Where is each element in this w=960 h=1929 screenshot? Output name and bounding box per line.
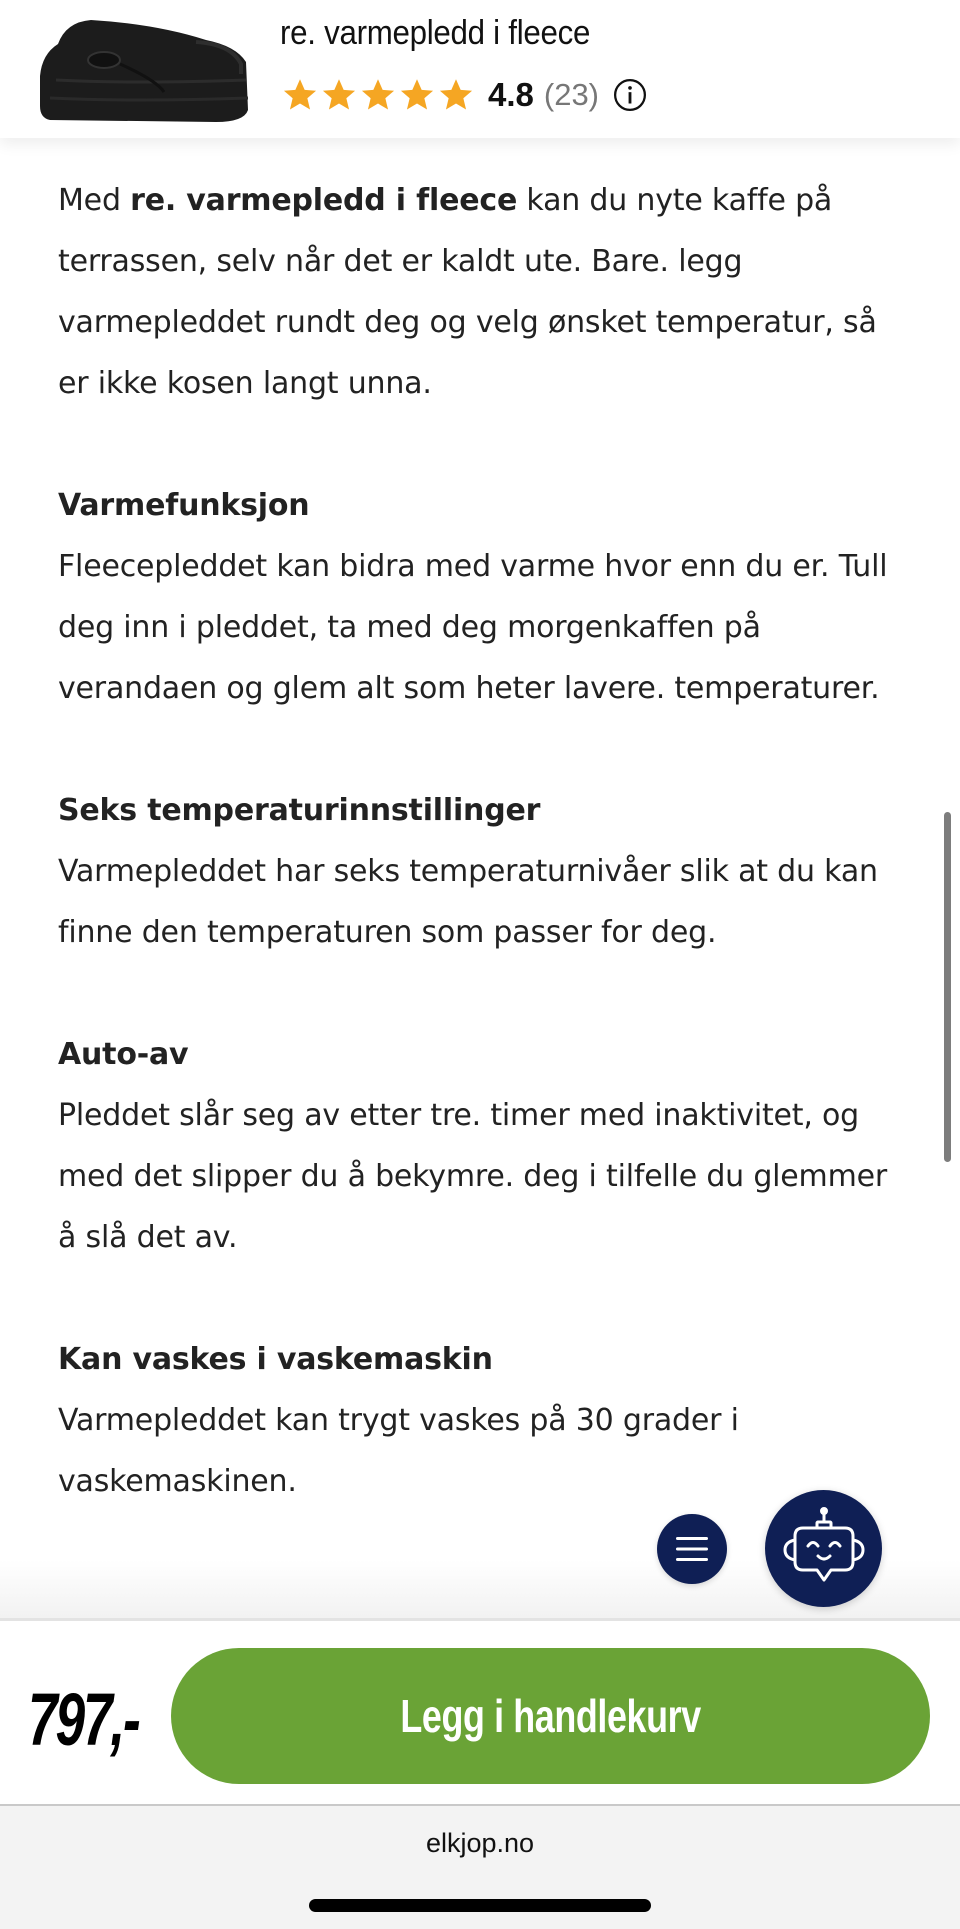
rating-value: 4.8: [488, 76, 534, 113]
product-thumbnail[interactable]: [36, 14, 254, 124]
star-icon: [282, 77, 318, 113]
info-icon[interactable]: [613, 78, 647, 112]
price: 797,-: [28, 1678, 139, 1761]
intro-paragraph: [58, 170, 898, 414]
rating-stars: [282, 77, 474, 113]
buy-bar: [0, 1618, 960, 1804]
star-icon: [360, 77, 396, 113]
section-auto-off: [58, 1024, 898, 1268]
section-body: Varmepleddet har seks temperaturnivåer slik at du kan finne den temperaturen som passer for deg.: [58, 854, 878, 950]
menu-button[interactable]: [657, 1514, 727, 1584]
intro-product-name: re. varmepledd i fleece: [130, 183, 518, 218]
rating-row[interactable]: [282, 72, 647, 118]
chatbot-button[interactable]: [765, 1490, 882, 1607]
section-body: Fleecepleddet kan bidra med varme hvor enn du er. Tull deg inn i pleddet, ta med deg morgenkaffen på verandaen og glem alt som heter lavere. temperaturer.: [58, 549, 888, 706]
section-temperature-settings: [58, 780, 898, 963]
home-indicator[interactable]: [309, 1899, 651, 1912]
section-washable: [58, 1329, 898, 1512]
star-icon: [321, 77, 357, 113]
section-title: Varmefunksjon: [58, 488, 310, 523]
chatbot-robot-icon: [779, 1504, 869, 1594]
section-title: Auto-av: [58, 1037, 189, 1072]
section-body: Varmepleddet kan trygt vaskes på 30 grader i vaskemaskinen.: [58, 1403, 739, 1499]
section-title: Seks temperaturinnstillinger: [58, 793, 541, 828]
scrollbar[interactable]: [944, 812, 951, 1162]
url-text[interactable]: elkjop.no: [425, 1828, 535, 1858]
section-varmefunksjon: [58, 475, 898, 719]
hamburger-menu-icon: [675, 1534, 709, 1564]
intro-prefix: Med: [58, 183, 131, 218]
browser-address-bar[interactable]: [0, 1804, 960, 1929]
section-title: Kan vaskes i vaskemaskin: [58, 1342, 493, 1377]
star-icon: [438, 77, 474, 113]
product-header: [0, 0, 960, 138]
intro-suffix: kan du nyte kaffe på terrassen, selv når det er kaldt ute. Bare. legg varmepleddet rundt deg og velg ønsket temperatur, så er ikke kosen langt unna.: [58, 183, 877, 401]
product-name: re. varmepledd i fleece: [280, 14, 591, 52]
add-to-cart-label: Legg i handlekurv: [400, 1690, 701, 1742]
blanket-image: [36, 14, 254, 124]
add-to-cart-button[interactable]: [171, 1648, 930, 1784]
product-description: [58, 170, 898, 1512]
section-body: Pleddet slår seg av etter tre. timer med inaktivitet, og med det slipper du å bekymre. deg i tilfelle du glemmer å slå det av.: [58, 1098, 888, 1255]
rating-count: (23): [543, 77, 600, 112]
star-icon: [399, 77, 435, 113]
